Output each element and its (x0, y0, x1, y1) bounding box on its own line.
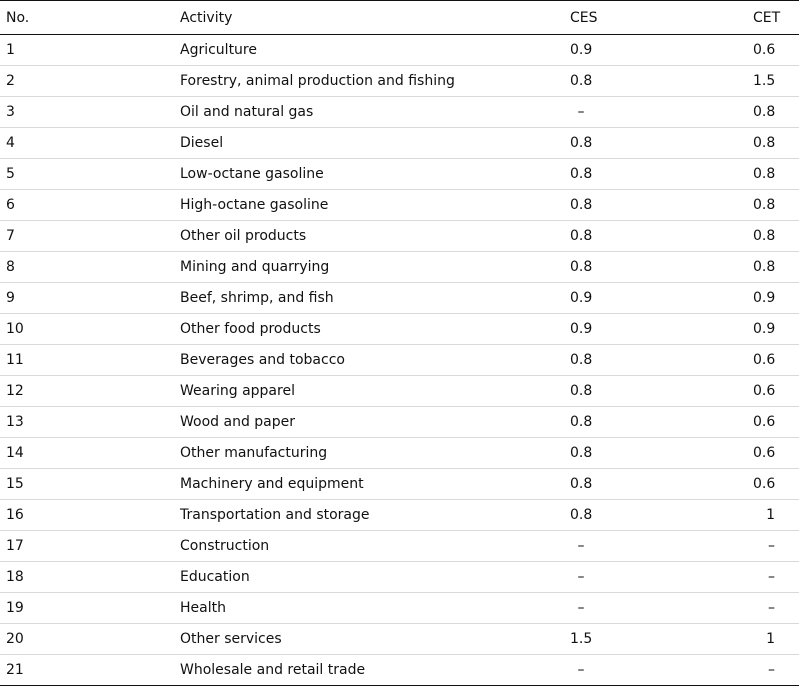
cell-activity: Other manufacturing (180, 438, 570, 469)
cell-ces (570, 376, 725, 407)
cell-cet (725, 438, 799, 469)
cell-no: 1 (0, 35, 180, 66)
cell-ces (570, 314, 725, 345)
table-row (0, 438, 799, 469)
cell-ces-value: 0.8 (570, 414, 593, 430)
cell-activity: Construction (180, 531, 570, 562)
cell-ces-value: – (577, 538, 585, 554)
cell-no: 3 (0, 97, 180, 128)
cell-ces-value: 0.9 (570, 42, 593, 58)
table-row (0, 407, 799, 438)
cell-no: 14 (0, 438, 180, 469)
cell-cet-value: 1 (766, 507, 775, 523)
cell-activity: Mining and quarrying (180, 252, 570, 283)
cell-cet-value: 0.6 (753, 383, 776, 399)
cell-ces (570, 35, 725, 66)
cell-activity: Health (180, 593, 570, 624)
cell-cet-value: 0.6 (753, 445, 776, 461)
table-row (0, 469, 799, 500)
cell-ces (570, 190, 725, 221)
cell-activity: Other services (180, 624, 570, 655)
cell-ces (570, 469, 725, 500)
cell-ces (570, 593, 725, 624)
cell-no: 6 (0, 190, 180, 221)
cell-cet-value: 0.8 (753, 135, 776, 151)
cell-activity: Other food products (180, 314, 570, 345)
cell-no: 20 (0, 624, 180, 655)
cell-activity: High-octane gasoline (180, 190, 570, 221)
cell-cet (725, 500, 799, 531)
cell-no: 19 (0, 593, 180, 624)
table-row (0, 66, 799, 97)
cell-ces-value: – (577, 104, 585, 120)
cell-ces (570, 66, 725, 97)
table-row (0, 655, 799, 686)
cell-activity: Beverages and tobacco (180, 345, 570, 376)
cell-cet-value: – (768, 600, 775, 616)
cell-ces-value: 0.8 (570, 476, 593, 492)
cell-ces (570, 283, 725, 314)
table-row (0, 97, 799, 128)
cell-ces-value: 0.8 (570, 197, 593, 213)
cell-ces-value: 0.9 (570, 290, 593, 306)
table-row (0, 562, 799, 593)
cell-cet-value: 1 (766, 631, 775, 647)
header-row (0, 1, 799, 35)
cell-no: 10 (0, 314, 180, 345)
header-cet-label: CET (753, 9, 781, 26)
header-activity: Activity (180, 1, 570, 35)
cell-ces (570, 407, 725, 438)
cell-cet (725, 252, 799, 283)
table-header (0, 1, 799, 35)
cell-ces-value: – (577, 569, 585, 585)
cell-ces (570, 221, 725, 252)
cell-ces-value: 0.8 (570, 135, 593, 151)
cell-cet (725, 655, 799, 686)
cell-cet-value: 0.9 (753, 321, 776, 337)
cell-cet (725, 562, 799, 593)
cell-ces (570, 438, 725, 469)
cell-no: 12 (0, 376, 180, 407)
cell-no: 21 (0, 655, 180, 686)
cell-cet-value: 0.6 (753, 476, 776, 492)
header-no: No. (0, 1, 180, 35)
cell-cet (725, 35, 799, 66)
cell-no: 4 (0, 128, 180, 159)
cell-activity: Diesel (180, 128, 570, 159)
cell-no: 18 (0, 562, 180, 593)
cell-cet-value: – (768, 569, 775, 585)
table-row (0, 190, 799, 221)
cell-ces-value: 0.8 (570, 228, 593, 244)
cell-ces (570, 531, 725, 562)
cell-ces (570, 345, 725, 376)
cell-cet (725, 283, 799, 314)
table-row (0, 376, 799, 407)
cell-ces-value: 0.8 (570, 259, 593, 275)
cell-no: 8 (0, 252, 180, 283)
table-row (0, 159, 799, 190)
cell-cet-value: 0.8 (753, 166, 776, 182)
table-row (0, 252, 799, 283)
cell-ces-value: 1.5 (570, 631, 593, 647)
cell-no: 17 (0, 531, 180, 562)
cell-cet-value: 1.5 (753, 73, 776, 89)
cell-cet (725, 469, 799, 500)
cell-activity: Transportation and storage (180, 500, 570, 531)
cell-cet-value: 0.8 (753, 197, 776, 213)
table-row (0, 593, 799, 624)
cell-cet-value: 0.8 (753, 259, 776, 275)
cell-activity: Machinery and equipment (180, 469, 570, 500)
cell-cet-value: – (768, 662, 775, 678)
cell-activity: Forestry, animal production and fishing (180, 66, 570, 97)
cell-no: 11 (0, 345, 180, 376)
cell-cet-value: 0.6 (753, 352, 776, 368)
cell-ces (570, 252, 725, 283)
table-row (0, 500, 799, 531)
cell-activity: Education (180, 562, 570, 593)
table-row (0, 345, 799, 376)
cell-ces-value: 0.8 (570, 507, 593, 523)
cell-activity: Other oil products (180, 221, 570, 252)
cell-activity: Oil and natural gas (180, 97, 570, 128)
cell-activity: Low-octane gasoline (180, 159, 570, 190)
cell-cet (725, 221, 799, 252)
cell-cet (725, 66, 799, 97)
cell-cet (725, 128, 799, 159)
cell-cet-value: 0.8 (753, 228, 776, 244)
cell-ces (570, 128, 725, 159)
cell-ces-value: 0.8 (570, 352, 593, 368)
cell-ces-value: 0.9 (570, 321, 593, 337)
cell-ces-value: 0.8 (570, 166, 593, 182)
cell-ces-value: – (577, 600, 585, 616)
cell-activity: Beef, shrimp, and fish (180, 283, 570, 314)
cell-cet (725, 345, 799, 376)
cell-ces-value: – (577, 662, 585, 678)
cell-no: 15 (0, 469, 180, 500)
cell-activity: Agriculture (180, 35, 570, 66)
cell-cet-value: 0.8 (753, 104, 776, 120)
cell-no: 16 (0, 500, 180, 531)
cell-ces (570, 500, 725, 531)
cell-ces (570, 655, 725, 686)
cell-activity: Wearing apparel (180, 376, 570, 407)
cell-cet (725, 593, 799, 624)
cell-cet (725, 97, 799, 128)
header-cet (725, 1, 799, 35)
cell-cet-value: 0.6 (753, 414, 776, 430)
table-row (0, 624, 799, 655)
cell-cet (725, 314, 799, 345)
cell-ces (570, 97, 725, 128)
cell-activity: Wholesale and retail trade (180, 655, 570, 686)
cell-no: 9 (0, 283, 180, 314)
table-row (0, 531, 799, 562)
table-body (0, 35, 799, 686)
cell-cet (725, 407, 799, 438)
cell-ces (570, 159, 725, 190)
cell-ces (570, 562, 725, 593)
cell-cet-value: 0.6 (753, 42, 776, 58)
table-row (0, 128, 799, 159)
cell-cet (725, 376, 799, 407)
table-row (0, 283, 799, 314)
cell-ces (570, 624, 725, 655)
cell-cet (725, 159, 799, 190)
cell-cet (725, 531, 799, 562)
cell-cet (725, 624, 799, 655)
table-row (0, 35, 799, 66)
cell-no: 5 (0, 159, 180, 190)
cell-cet-value: 0.9 (753, 290, 776, 306)
cell-activity: Wood and paper (180, 407, 570, 438)
cell-no: 7 (0, 221, 180, 252)
header-ces (570, 1, 725, 35)
cell-ces-value: 0.8 (570, 445, 593, 461)
cell-ces-value: 0.8 (570, 383, 593, 399)
table-row (0, 221, 799, 252)
cell-no: 13 (0, 407, 180, 438)
header-ces-label: CES (570, 9, 598, 26)
table-row (0, 314, 799, 345)
cell-cet (725, 190, 799, 221)
cell-no: 2 (0, 66, 180, 97)
cell-ces-value: 0.8 (570, 73, 593, 89)
cell-cet-value: – (768, 538, 775, 554)
